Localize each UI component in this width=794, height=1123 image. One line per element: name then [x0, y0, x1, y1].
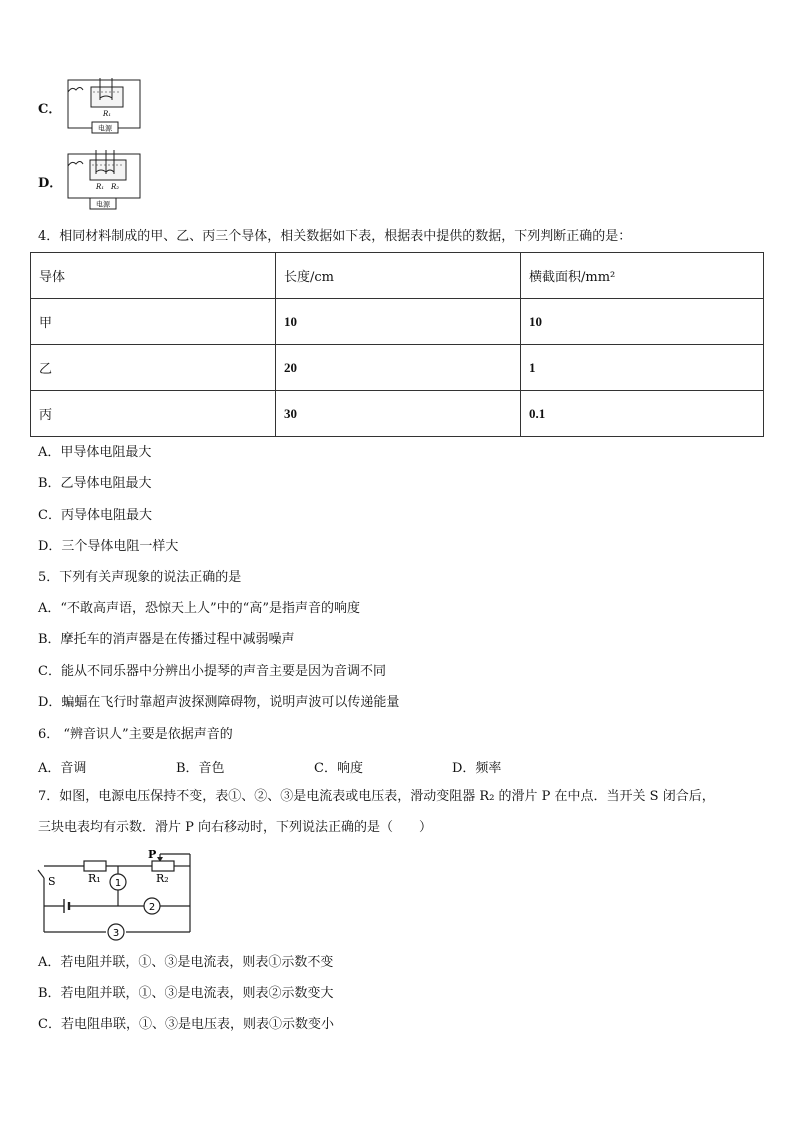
table-header-cell: 长度/cm	[276, 253, 521, 299]
r1-label: R₁	[88, 872, 101, 885]
table-row	[31, 391, 764, 437]
figure-d-power-label: 电源	[96, 200, 110, 209]
q7-option-a[interactable]: A．若电阻并联，①、③是电流表，则表①示数不变	[38, 955, 334, 970]
q4-stem: 4．相同材料制成的甲、乙、丙三个导体，相关数据如下表，根据表中提供的数据，下列判断正确的是：	[38, 229, 632, 244]
q4-data-table	[30, 252, 764, 437]
table-header-row	[31, 253, 764, 299]
q7-stem-line-2: 三块电表均有示数．滑片 P 向右移动时，下列说法正确的是（ ）	[38, 820, 433, 835]
q7-option-c[interactable]: C．若电阻串联，①、③是电压表，则表①示数变小	[38, 1017, 334, 1032]
q5-stem: 5．下列有关声现象的说法正确的是	[38, 570, 242, 585]
slider-label: P	[148, 848, 157, 861]
table-cell: 1	[521, 345, 764, 391]
table-row	[31, 345, 764, 391]
q6-option-c[interactable]: C．响度	[314, 761, 363, 776]
figure-c-resistor-label: R₁	[102, 110, 112, 118]
table-cell: 20	[276, 345, 521, 391]
meter-3-label: 3	[112, 928, 120, 939]
q5-option-d[interactable]: D．蝙蝠在飞行时靠超声波探测障碍物，说明声波可以传递能量	[38, 695, 400, 710]
figure-d-resistor-label-1: R₁	[95, 183, 105, 191]
table-header-cell: 横截面积/mm²	[521, 253, 764, 299]
figure-c-apparatus	[64, 78, 144, 136]
resistor-r1	[84, 861, 106, 871]
table-cell: 丙	[31, 391, 276, 437]
table-row	[31, 299, 764, 345]
q6-option-b[interactable]: B．音色	[176, 761, 225, 776]
table-cell: 10	[521, 299, 764, 345]
table-cell: 0.1	[521, 391, 764, 437]
resistor-r2	[152, 861, 174, 871]
q6-option-a[interactable]: A．音调	[38, 761, 87, 776]
meter-1-label: 1	[114, 878, 122, 889]
q4-option-a[interactable]: A．甲导体电阻最大	[38, 445, 152, 460]
table-cell: 乙	[31, 345, 276, 391]
r2-label: R₂	[156, 872, 169, 885]
table-cell: 30	[276, 391, 521, 437]
q7-option-b[interactable]: B．若电阻并联，①、③是电流表，则表②示数变大	[38, 986, 334, 1001]
q6-option-d[interactable]: D．频率	[452, 761, 502, 776]
q5-option-c[interactable]: C．能从不同乐器中分辨出小提琴的声音主要是因为音调不同	[38, 664, 386, 679]
q4-option-c[interactable]: C．丙导体电阻最大	[38, 508, 152, 523]
q5-option-a[interactable]: A．“不敢高声语，恐惊天上人”中的“高”是指声音的响度	[38, 601, 360, 616]
table-cell: 甲	[31, 299, 276, 345]
option-d-label: D．	[38, 176, 63, 191]
q7-circuit-diagram	[36, 846, 196, 946]
q7-stem-line-1: 7．如图，电源电压保持不变，表①、②、③是电流表或电压表，滑动变阻器 R₂ 的滑片 P 在中点．当开关 S 闭合后，	[38, 789, 715, 804]
figure-d-resistor-label-2: R₂	[110, 183, 120, 191]
switch-label: S	[48, 875, 56, 888]
figure-d-apparatus	[64, 150, 144, 212]
table-cell: 10	[276, 299, 521, 345]
q4-option-d[interactable]: D．三个导体电阻一样大	[38, 539, 179, 554]
table-header-cell: 导体	[31, 253, 276, 299]
option-c-label: C．	[38, 102, 62, 117]
q5-option-b[interactable]: B．摩托车的消声器是在传播过程中减弱噪声	[38, 632, 295, 647]
meter-2-label: 2	[148, 902, 156, 913]
q4-option-b[interactable]: B．乙导体电阻最大	[38, 476, 152, 491]
q6-stem: 6． “辨音识人”主要是依据声音的	[38, 727, 233, 742]
figure-c-power-label: 电源	[98, 124, 112, 133]
